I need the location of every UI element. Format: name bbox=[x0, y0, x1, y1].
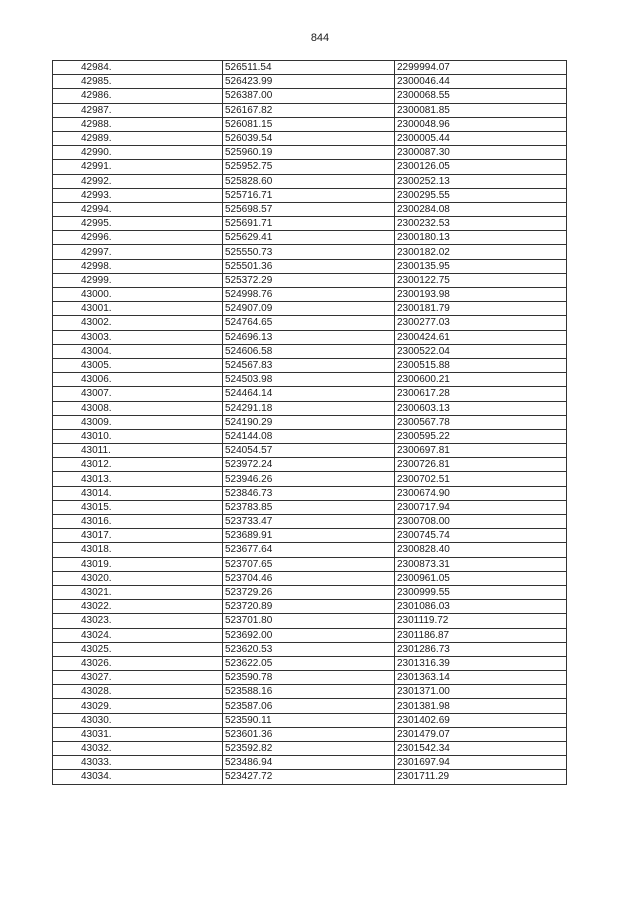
y-coordinate-cell: 2301381.98 bbox=[395, 699, 567, 713]
x-coordinate-cell: 523701.80 bbox=[223, 614, 395, 628]
table-row bbox=[53, 614, 567, 628]
point-number-cell: 43016. bbox=[53, 515, 223, 529]
table-row bbox=[53, 642, 567, 656]
point-number-cell: 42991. bbox=[53, 160, 223, 174]
y-coordinate-cell: 2300567.78 bbox=[395, 415, 567, 429]
table-row bbox=[53, 515, 567, 529]
y-coordinate-cell: 2300046.44 bbox=[395, 75, 567, 89]
y-coordinate-cell: 2301286.73 bbox=[395, 642, 567, 656]
y-coordinate-cell: 2300181.79 bbox=[395, 302, 567, 316]
table-row bbox=[53, 231, 567, 245]
y-coordinate-cell: 2300726.81 bbox=[395, 458, 567, 472]
table-row bbox=[53, 727, 567, 741]
y-coordinate-cell: 2300515.88 bbox=[395, 358, 567, 372]
y-coordinate-cell: 2301711.29 bbox=[395, 770, 567, 784]
y-coordinate-cell: 2300617.28 bbox=[395, 387, 567, 401]
x-coordinate-cell: 526039.54 bbox=[223, 131, 395, 145]
point-number-cell: 43032. bbox=[53, 742, 223, 756]
point-number-cell: 43026. bbox=[53, 656, 223, 670]
x-coordinate-cell: 523592.82 bbox=[223, 742, 395, 756]
x-coordinate-cell: 523689.91 bbox=[223, 529, 395, 543]
table-row bbox=[53, 742, 567, 756]
y-coordinate-cell: 2300708.00 bbox=[395, 515, 567, 529]
coordinates-table-body bbox=[53, 61, 567, 785]
point-number-cell: 43022. bbox=[53, 600, 223, 614]
point-number-cell: 43017. bbox=[53, 529, 223, 543]
table-row bbox=[53, 259, 567, 273]
table-row bbox=[53, 89, 567, 103]
table-row bbox=[53, 444, 567, 458]
point-number-cell: 43008. bbox=[53, 401, 223, 415]
point-number-cell: 43009. bbox=[53, 415, 223, 429]
x-coordinate-cell: 524696.13 bbox=[223, 330, 395, 344]
point-number-cell: 43004. bbox=[53, 344, 223, 358]
x-coordinate-cell: 523704.46 bbox=[223, 571, 395, 585]
point-number-cell: 43020. bbox=[53, 571, 223, 585]
y-coordinate-cell: 2300126.05 bbox=[395, 160, 567, 174]
x-coordinate-cell: 523720.89 bbox=[223, 600, 395, 614]
table-row bbox=[53, 344, 567, 358]
x-coordinate-cell: 524144.08 bbox=[223, 429, 395, 443]
point-number-cell: 43023. bbox=[53, 614, 223, 628]
x-coordinate-cell: 523846.73 bbox=[223, 486, 395, 500]
y-coordinate-cell: 2301316.39 bbox=[395, 656, 567, 670]
point-number-cell: 43028. bbox=[53, 685, 223, 699]
x-coordinate-cell: 523588.16 bbox=[223, 685, 395, 699]
y-coordinate-cell: 2300999.55 bbox=[395, 585, 567, 599]
x-coordinate-cell: 524764.65 bbox=[223, 316, 395, 330]
point-number-cell: 43031. bbox=[53, 727, 223, 741]
point-number-cell: 42999. bbox=[53, 273, 223, 287]
y-coordinate-cell: 2299994.07 bbox=[395, 61, 567, 75]
point-number-cell: 42997. bbox=[53, 245, 223, 259]
table-row bbox=[53, 160, 567, 174]
table-row bbox=[53, 656, 567, 670]
y-coordinate-cell: 2300961.05 bbox=[395, 571, 567, 585]
point-number-cell: 42993. bbox=[53, 188, 223, 202]
table-row bbox=[53, 671, 567, 685]
point-number-cell: 42984. bbox=[53, 61, 223, 75]
y-coordinate-cell: 2300087.30 bbox=[395, 146, 567, 160]
x-coordinate-cell: 524567.83 bbox=[223, 358, 395, 372]
y-coordinate-cell: 2300600.21 bbox=[395, 373, 567, 387]
table-row bbox=[53, 146, 567, 160]
x-coordinate-cell: 525698.57 bbox=[223, 202, 395, 216]
point-number-cell: 43012. bbox=[53, 458, 223, 472]
point-number-cell: 42996. bbox=[53, 231, 223, 245]
table-row bbox=[53, 103, 567, 117]
x-coordinate-cell: 526387.00 bbox=[223, 89, 395, 103]
table-row bbox=[53, 756, 567, 770]
point-number-cell: 43010. bbox=[53, 429, 223, 443]
point-number-cell: 43015. bbox=[53, 500, 223, 514]
x-coordinate-cell: 523590.11 bbox=[223, 713, 395, 727]
y-coordinate-cell: 2300873.31 bbox=[395, 557, 567, 571]
y-coordinate-cell: 2300702.51 bbox=[395, 472, 567, 486]
y-coordinate-cell: 2301697.94 bbox=[395, 756, 567, 770]
table-row bbox=[53, 245, 567, 259]
y-coordinate-cell: 2300717.94 bbox=[395, 500, 567, 514]
point-number-cell: 43019. bbox=[53, 557, 223, 571]
x-coordinate-cell: 523427.72 bbox=[223, 770, 395, 784]
table-row bbox=[53, 472, 567, 486]
table-row bbox=[53, 401, 567, 415]
point-number-cell: 43006. bbox=[53, 373, 223, 387]
y-coordinate-cell: 2300081.85 bbox=[395, 103, 567, 117]
table-row bbox=[53, 174, 567, 188]
point-number-cell: 43033. bbox=[53, 756, 223, 770]
x-coordinate-cell: 524291.18 bbox=[223, 401, 395, 415]
table-row bbox=[53, 188, 567, 202]
point-number-cell: 42990. bbox=[53, 146, 223, 160]
y-coordinate-cell: 2300005.44 bbox=[395, 131, 567, 145]
table-row bbox=[53, 628, 567, 642]
y-coordinate-cell: 2300284.08 bbox=[395, 202, 567, 216]
point-number-cell: 43002. bbox=[53, 316, 223, 330]
x-coordinate-cell: 523729.26 bbox=[223, 585, 395, 599]
table-row bbox=[53, 585, 567, 599]
y-coordinate-cell: 2300828.40 bbox=[395, 543, 567, 557]
x-coordinate-cell: 524464.14 bbox=[223, 387, 395, 401]
x-coordinate-cell: 526511.54 bbox=[223, 61, 395, 75]
point-number-cell: 43025. bbox=[53, 642, 223, 656]
y-coordinate-cell: 2300697.81 bbox=[395, 444, 567, 458]
x-coordinate-cell: 523587.06 bbox=[223, 699, 395, 713]
point-number-cell: 43014. bbox=[53, 486, 223, 500]
x-coordinate-cell: 525960.19 bbox=[223, 146, 395, 160]
point-number-cell: 42994. bbox=[53, 202, 223, 216]
table-row bbox=[53, 429, 567, 443]
point-number-cell: 42986. bbox=[53, 89, 223, 103]
y-coordinate-cell: 2300252.13 bbox=[395, 174, 567, 188]
x-coordinate-cell: 525716.71 bbox=[223, 188, 395, 202]
table-row bbox=[53, 600, 567, 614]
point-number-cell: 42995. bbox=[53, 217, 223, 231]
x-coordinate-cell: 523707.65 bbox=[223, 557, 395, 571]
table-row bbox=[53, 685, 567, 699]
point-number-cell: 42992. bbox=[53, 174, 223, 188]
y-coordinate-cell: 2301479.07 bbox=[395, 727, 567, 741]
x-coordinate-cell: 524998.76 bbox=[223, 288, 395, 302]
page-number: 844 bbox=[310, 32, 330, 44]
table-row bbox=[53, 316, 567, 330]
y-coordinate-cell: 2301542.34 bbox=[395, 742, 567, 756]
table-row bbox=[53, 75, 567, 89]
table-row bbox=[53, 713, 567, 727]
table-row bbox=[53, 557, 567, 571]
table-row bbox=[53, 131, 567, 145]
point-number-cell: 43030. bbox=[53, 713, 223, 727]
x-coordinate-cell: 524907.09 bbox=[223, 302, 395, 316]
y-coordinate-cell: 2301119.72 bbox=[395, 614, 567, 628]
y-coordinate-cell: 2300068.55 bbox=[395, 89, 567, 103]
point-number-cell: 42985. bbox=[53, 75, 223, 89]
x-coordinate-cell: 524606.58 bbox=[223, 344, 395, 358]
point-number-cell: 42998. bbox=[53, 259, 223, 273]
table-row bbox=[53, 387, 567, 401]
y-coordinate-cell: 2301363.14 bbox=[395, 671, 567, 685]
point-number-cell: 43000. bbox=[53, 288, 223, 302]
x-coordinate-cell: 523972.24 bbox=[223, 458, 395, 472]
y-coordinate-cell: 2301186.87 bbox=[395, 628, 567, 642]
point-number-cell: 42989. bbox=[53, 131, 223, 145]
y-coordinate-cell: 2300048.96 bbox=[395, 117, 567, 131]
y-coordinate-cell: 2300232.53 bbox=[395, 217, 567, 231]
x-coordinate-cell: 523692.00 bbox=[223, 628, 395, 642]
point-number-cell: 42988. bbox=[53, 117, 223, 131]
table-row bbox=[53, 415, 567, 429]
y-coordinate-cell: 2300193.98 bbox=[395, 288, 567, 302]
point-number-cell: 43027. bbox=[53, 671, 223, 685]
x-coordinate-cell: 525691.71 bbox=[223, 217, 395, 231]
table-row bbox=[53, 699, 567, 713]
y-coordinate-cell: 2301371.00 bbox=[395, 685, 567, 699]
y-coordinate-cell: 2300135.95 bbox=[395, 259, 567, 273]
x-coordinate-cell: 525501.36 bbox=[223, 259, 395, 273]
table-row bbox=[53, 288, 567, 302]
table-row bbox=[53, 217, 567, 231]
point-number-cell: 43021. bbox=[53, 585, 223, 599]
table-row bbox=[53, 458, 567, 472]
table-row bbox=[53, 770, 567, 784]
point-number-cell: 43003. bbox=[53, 330, 223, 344]
x-coordinate-cell: 524054.57 bbox=[223, 444, 395, 458]
point-number-cell: 42987. bbox=[53, 103, 223, 117]
x-coordinate-cell: 525629.41 bbox=[223, 231, 395, 245]
x-coordinate-cell: 523622.05 bbox=[223, 656, 395, 670]
table-row bbox=[53, 543, 567, 557]
x-coordinate-cell: 525550.73 bbox=[223, 245, 395, 259]
table-row bbox=[53, 202, 567, 216]
x-coordinate-cell: 526423.99 bbox=[223, 75, 395, 89]
y-coordinate-cell: 2300277.03 bbox=[395, 316, 567, 330]
table-row bbox=[53, 61, 567, 75]
x-coordinate-cell: 526167.82 bbox=[223, 103, 395, 117]
point-number-cell: 43034. bbox=[53, 770, 223, 784]
y-coordinate-cell: 2300182.02 bbox=[395, 245, 567, 259]
x-coordinate-cell: 526081.15 bbox=[223, 117, 395, 131]
table-row bbox=[53, 500, 567, 514]
point-number-cell: 43007. bbox=[53, 387, 223, 401]
x-coordinate-cell: 525952.75 bbox=[223, 160, 395, 174]
y-coordinate-cell: 2300424.61 bbox=[395, 330, 567, 344]
y-coordinate-cell: 2300674.90 bbox=[395, 486, 567, 500]
x-coordinate-cell: 525828.60 bbox=[223, 174, 395, 188]
point-number-cell: 43018. bbox=[53, 543, 223, 557]
point-number-cell: 43029. bbox=[53, 699, 223, 713]
point-number-cell: 43013. bbox=[53, 472, 223, 486]
x-coordinate-cell: 523677.64 bbox=[223, 543, 395, 557]
x-coordinate-cell: 523946.26 bbox=[223, 472, 395, 486]
y-coordinate-cell: 2300603.13 bbox=[395, 401, 567, 415]
y-coordinate-cell: 2300745.74 bbox=[395, 529, 567, 543]
table-row bbox=[53, 117, 567, 131]
x-coordinate-cell: 524190.29 bbox=[223, 415, 395, 429]
y-coordinate-cell: 2301086.03 bbox=[395, 600, 567, 614]
table-row bbox=[53, 273, 567, 287]
y-coordinate-cell: 2300180.13 bbox=[395, 231, 567, 245]
table-row bbox=[53, 486, 567, 500]
coordinates-table bbox=[52, 60, 567, 785]
y-coordinate-cell: 2300295.55 bbox=[395, 188, 567, 202]
table-row bbox=[53, 302, 567, 316]
x-coordinate-cell: 523733.47 bbox=[223, 515, 395, 529]
table-row bbox=[53, 571, 567, 585]
y-coordinate-cell: 2300122.75 bbox=[395, 273, 567, 287]
x-coordinate-cell: 525372.29 bbox=[223, 273, 395, 287]
x-coordinate-cell: 523486.94 bbox=[223, 756, 395, 770]
table-row bbox=[53, 529, 567, 543]
y-coordinate-cell: 2301402.69 bbox=[395, 713, 567, 727]
x-coordinate-cell: 523783.85 bbox=[223, 500, 395, 514]
point-number-cell: 43024. bbox=[53, 628, 223, 642]
table-row bbox=[53, 358, 567, 372]
x-coordinate-cell: 523590.78 bbox=[223, 671, 395, 685]
x-coordinate-cell: 523620.53 bbox=[223, 642, 395, 656]
x-coordinate-cell: 524503.98 bbox=[223, 373, 395, 387]
point-number-cell: 43001. bbox=[53, 302, 223, 316]
table-row bbox=[53, 330, 567, 344]
x-coordinate-cell: 523601.36 bbox=[223, 727, 395, 741]
y-coordinate-cell: 2300595.22 bbox=[395, 429, 567, 443]
point-number-cell: 43011. bbox=[53, 444, 223, 458]
point-number-cell: 43005. bbox=[53, 358, 223, 372]
table-row bbox=[53, 373, 567, 387]
y-coordinate-cell: 2300522.04 bbox=[395, 344, 567, 358]
